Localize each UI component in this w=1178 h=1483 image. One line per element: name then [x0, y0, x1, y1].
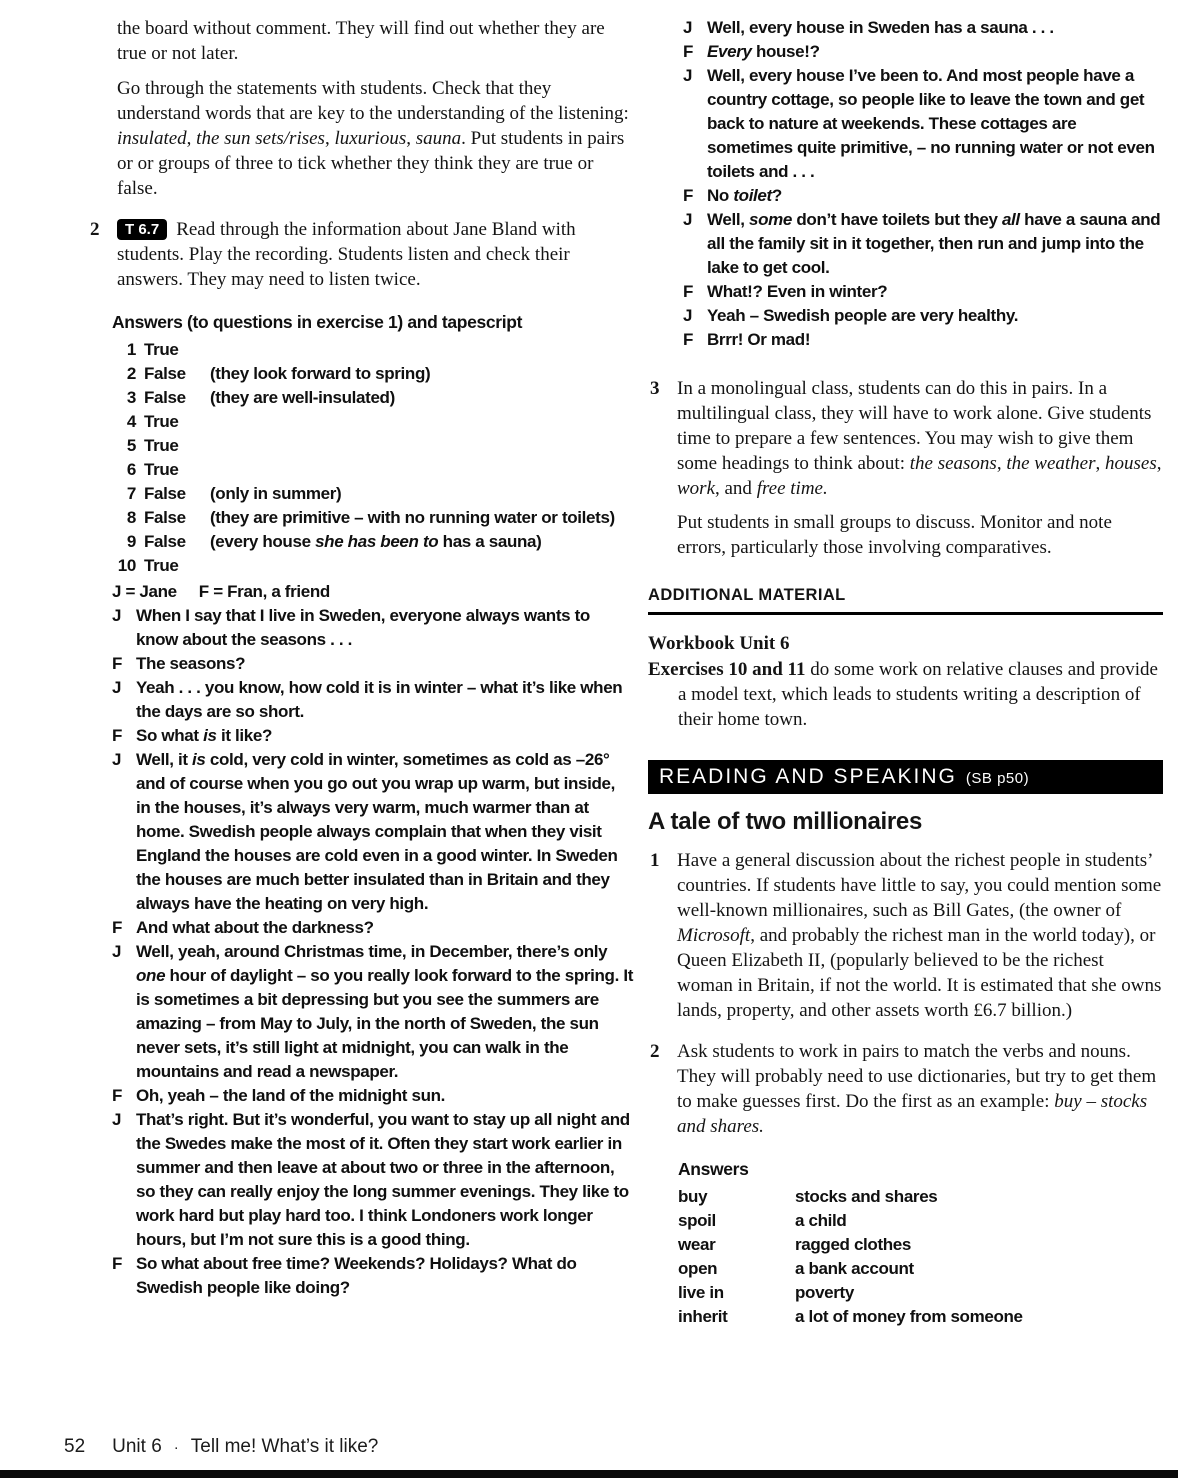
- speaker-text: Yeah . . . you know, how cold it is in winter – what it’s like when the days are so short.: [136, 678, 623, 721]
- answer-verdict: False: [144, 364, 186, 383]
- speaker-key: [112, 580, 633, 604]
- tapescript-line: [112, 676, 633, 724]
- verb-noun-pair: [678, 1257, 1163, 1281]
- page-footer: [64, 1436, 378, 1458]
- answer-number: 8: [126, 508, 136, 527]
- verb: wear: [678, 1235, 716, 1254]
- speaker-text: Well, every house in Sweden has a sauna . . .: [707, 18, 1054, 37]
- speaker-label: F: [683, 330, 694, 349]
- audio-track-badge: T 6.7: [117, 219, 167, 240]
- reading-speaking-banner: [648, 760, 1163, 794]
- numbered-item-2: [88, 217, 633, 292]
- answer-verdict: True: [144, 340, 179, 359]
- tapescript-line: [112, 916, 633, 940]
- speaker-text: Well, yeah, around Christmas time, in December, there’s only one hour of daylight – so you really look forward to the spring. It is sometimes a bit depressing but you see the summers are amazing – from May to July, in the north of Sweden, the sun never sets, it’s still light at midnight, you can walk in the mountains and read a newspaper.: [136, 942, 633, 1081]
- speaker-text: So what is it like?: [136, 726, 272, 745]
- verb: spoil: [678, 1211, 716, 1230]
- answer-number: 2: [126, 364, 136, 383]
- page-bottom-rule: [0, 1470, 1178, 1478]
- verb-noun-pair: [678, 1185, 1163, 1209]
- answers-and-tapescript: [112, 310, 633, 1300]
- workbook-title: Workbook Unit 6: [648, 633, 790, 654]
- verb-noun-pair: [678, 1305, 1163, 1329]
- answers-heading: Answers (to questions in exercise 1) and tapescript: [112, 312, 523, 332]
- speaker-label: J: [112, 678, 122, 697]
- item-paragraph: In a monolingual class, students can do this in pairs. In a multilingual class, they will have to work alone. Give students time to prepare a few sentences. You may wish to give them some headings to think about: the seasons, the weather, houses, work, and free time.: [677, 378, 1162, 499]
- answer-verdict: False: [144, 532, 186, 551]
- speaker-label: F: [683, 186, 694, 205]
- answer-number: 10: [117, 556, 136, 575]
- answer-row: [112, 362, 633, 386]
- tapescript-line: [683, 16, 1163, 40]
- answer-note: (every house she has been to has a sauna): [210, 532, 542, 551]
- footer-unit: Unit 6: [112, 1436, 162, 1457]
- page-number: 52: [64, 1436, 86, 1457]
- banner-page-ref: (SB p50): [965, 770, 1030, 787]
- answer-verdict: False: [144, 484, 186, 503]
- item-number: 3: [650, 378, 660, 399]
- speaker-label: F: [112, 654, 123, 673]
- tapescript-line: [112, 652, 633, 676]
- speaker-text: The seasons?: [136, 654, 246, 673]
- verb: open: [678, 1259, 718, 1278]
- answer-number: 1: [126, 340, 136, 359]
- answer-note: (they look forward to spring): [210, 364, 431, 383]
- verb: inherit: [678, 1307, 728, 1326]
- speaker-label: F: [683, 42, 694, 61]
- verb-noun-pair: [678, 1281, 1163, 1305]
- tapescript-line: [112, 724, 633, 748]
- answer-row: [112, 410, 633, 434]
- answer-note: [210, 434, 633, 458]
- answer-number: 7: [126, 484, 136, 503]
- speaker-key-j: J = Jane: [112, 582, 177, 601]
- speaker-label: F: [112, 726, 123, 745]
- tapescript-line: [112, 604, 633, 652]
- item-number: 2: [90, 219, 100, 240]
- speaker-label: F: [683, 282, 694, 301]
- paragraph-instructions: Go through the statements with students. Check that they understand words that are key to the understanding of the listening: insulated, the sun sets/rises, luxurious, sauna. Put students in pairs or or groups of three to tick whether they think they are true or false.: [117, 78, 629, 199]
- answer-number: 9: [126, 532, 136, 551]
- numbered-item-1: [648, 848, 1163, 1023]
- verb: buy: [678, 1187, 708, 1206]
- speaker-text: When I say that I live in Sweden, everyone always wants to know about the seasons . . .: [136, 606, 590, 649]
- item-number: 2: [650, 1041, 660, 1062]
- speaker-text: That’s right. But it’s wonderful, you want to stay up all night and the Swedes make the most of it. Often they start work earlier in summer and then leave at about two or three in the afternoon, so they can really enjoy the long summer evenings. They like to work hard but play hard too. I think Londoners work longer hours, but I’m not sure this is a good thing.: [136, 1110, 630, 1249]
- item-text: Ask students to work in pairs to match the verbs and nouns. They will probably need to use dictionaries, but try to get them to make guesses first. Do the first as an example: buy – stocks and shares.: [677, 1041, 1157, 1137]
- answer-verdict: False: [144, 388, 186, 407]
- answer-number: 4: [126, 412, 136, 431]
- speaker-text: Every house!?: [707, 42, 820, 61]
- tapescript-line: [683, 328, 1163, 352]
- additional-material-section: [648, 586, 1163, 732]
- noun: ragged clothes: [795, 1235, 912, 1254]
- tapescript-line: [683, 280, 1163, 304]
- tapescript-line: [112, 748, 633, 916]
- tapescript-line: [683, 304, 1163, 328]
- answer-note: [210, 554, 633, 578]
- answer-note: (they are well-insulated): [210, 388, 395, 407]
- item-number: 1: [650, 850, 660, 871]
- speaker-label: J: [112, 942, 122, 961]
- speaker-label: J: [112, 750, 122, 769]
- lesson-heading: A tale of two millionaires: [648, 808, 923, 835]
- tapescript-line: [112, 940, 633, 1084]
- answer-number: 3: [126, 388, 136, 407]
- answer-note: [210, 458, 633, 482]
- item-paragraph: Put students in small groups to discuss. Monitor and note errors, particularly those involving comparatives.: [677, 512, 1112, 558]
- answer-note: (they are primitive – with no running water or toilets): [210, 508, 615, 527]
- noun: a bank account: [795, 1259, 914, 1278]
- item-text: Read through the information about Jane Bland with students. Play the recording. Students listen and check their answers. They may need to listen twice.: [117, 219, 576, 290]
- footer-title: Tell me! What’s it like?: [190, 1436, 379, 1457]
- speaker-text: Well, it is cold, very cold in winter, sometimes as cold as –26° and of course when you go out you wrap up warm, but inside, in the houses, it’s always very warm, much warmer than at home. Swedish people always complain that when they visit England the houses are cold even in a good winter. In Sweden the houses are much better insulated than in Britain and they always have the heating on very high.: [136, 750, 618, 913]
- answer-verdict: True: [144, 460, 179, 479]
- speaker-text: Brrr! Or mad!: [707, 330, 811, 349]
- speaker-text: Well, every house I’ve been to. And most people have a country cottage, so people like to leave the town and get back to nature at weekends. These cottages are sometimes quite primitive, – no running water or not even toilets and . . .: [707, 66, 1155, 181]
- item-text: Have a general discussion about the richest people in students’ countries. If students have little to say, you could mention some well-known millionaires, such as Bill Gates, (the owner of Microsoft, and probably the richest man in the world today), or Queen Elizabeth II, (popularly believed to be the richest woman in Britain, if not the world. It is estimated that she owns lands, property, and other assets worth £6.7 billion.): [677, 850, 1162, 1021]
- verb: live in: [678, 1283, 724, 1302]
- tapescript-line: [683, 184, 1163, 208]
- left-column: [88, 16, 633, 1300]
- answer-note: [210, 338, 633, 362]
- speaker-label: F: [112, 1254, 123, 1273]
- speaker-text: So what about free time? Weekends? Holidays? What do Swedish people like doing?: [136, 1254, 577, 1297]
- answer-verdict: False: [144, 508, 186, 527]
- answer-verdict: True: [144, 556, 179, 575]
- speaker-label: J: [683, 306, 693, 325]
- tapescript-line: [112, 1108, 633, 1252]
- noun: a lot of money from someone: [795, 1307, 1023, 1326]
- tapescript-line: [683, 64, 1163, 184]
- answer-row: [112, 530, 633, 554]
- answer-number: 5: [126, 436, 136, 455]
- speaker-text: Yeah – Swedish people are very healthy.: [707, 306, 1019, 325]
- additional-material-heading: ADDITIONAL MATERIAL: [648, 586, 846, 604]
- tapescript-line: [683, 40, 1163, 64]
- speaker-label: J: [683, 66, 693, 85]
- speaker-label: J: [683, 210, 693, 229]
- verb-noun-pair: [678, 1209, 1163, 1233]
- noun: poverty: [795, 1283, 854, 1302]
- tapescript-continuation: [683, 16, 1163, 352]
- verb-noun-answers: [678, 1157, 1163, 1329]
- speaker-label: J: [683, 18, 693, 37]
- paragraph-continuation: the board without comment. They will find out whether they are true or not later.: [117, 18, 605, 64]
- speaker-text: Well, some don’t have toilets but they all have a sauna and all the family sit in it together, then run and jump into the lake to get cool.: [707, 210, 1161, 277]
- answer-row: [112, 554, 633, 578]
- answer-verdict: True: [144, 436, 179, 455]
- answer-note: [210, 410, 633, 434]
- noun: a child: [795, 1211, 847, 1230]
- section-rule: [648, 612, 1163, 615]
- answer-row: [112, 386, 633, 410]
- answer-row: [112, 338, 633, 362]
- speaker-label: F: [112, 1086, 123, 1105]
- tapescript-line: [683, 208, 1163, 280]
- answer-row: [112, 482, 633, 506]
- answers-heading: Answers: [678, 1159, 749, 1179]
- speaker-label: J: [112, 606, 122, 625]
- answer-verdict: True: [144, 412, 179, 431]
- speaker-label: J: [112, 1110, 122, 1129]
- answer-row: [112, 506, 633, 530]
- answer-number: 6: [126, 460, 136, 479]
- right-column: [648, 16, 1163, 1329]
- tapescript-line: [112, 1084, 633, 1108]
- speaker-label: F: [112, 918, 123, 937]
- speaker-text: What!? Even in winter?: [707, 282, 888, 301]
- answer-row: [112, 458, 633, 482]
- numbered-item-3: [648, 376, 1163, 560]
- speaker-key-f: F = Fran, a friend: [198, 582, 330, 601]
- verb-noun-pair: [678, 1233, 1163, 1257]
- speaker-text: Oh, yeah – the land of the midnight sun.: [136, 1086, 446, 1105]
- answer-row: [112, 434, 633, 458]
- banner-title: READING AND SPEAKING: [659, 765, 957, 788]
- speaker-text: And what about the darkness?: [136, 918, 374, 937]
- speaker-text: No toilet?: [707, 186, 782, 205]
- noun: stocks and shares: [795, 1187, 938, 1206]
- footer-separator: ·: [173, 1439, 179, 1456]
- numbered-item-2b: [648, 1039, 1163, 1139]
- answer-note: (only in summer): [210, 484, 342, 503]
- workbook-exercises: [648, 657, 1163, 732]
- tapescript-line: [112, 1252, 633, 1300]
- workbook-exercises-text: Exercises 10 and 11 do some work on relative clauses and provide a model text, which leads to students writing a description of their home town.: [648, 659, 1158, 730]
